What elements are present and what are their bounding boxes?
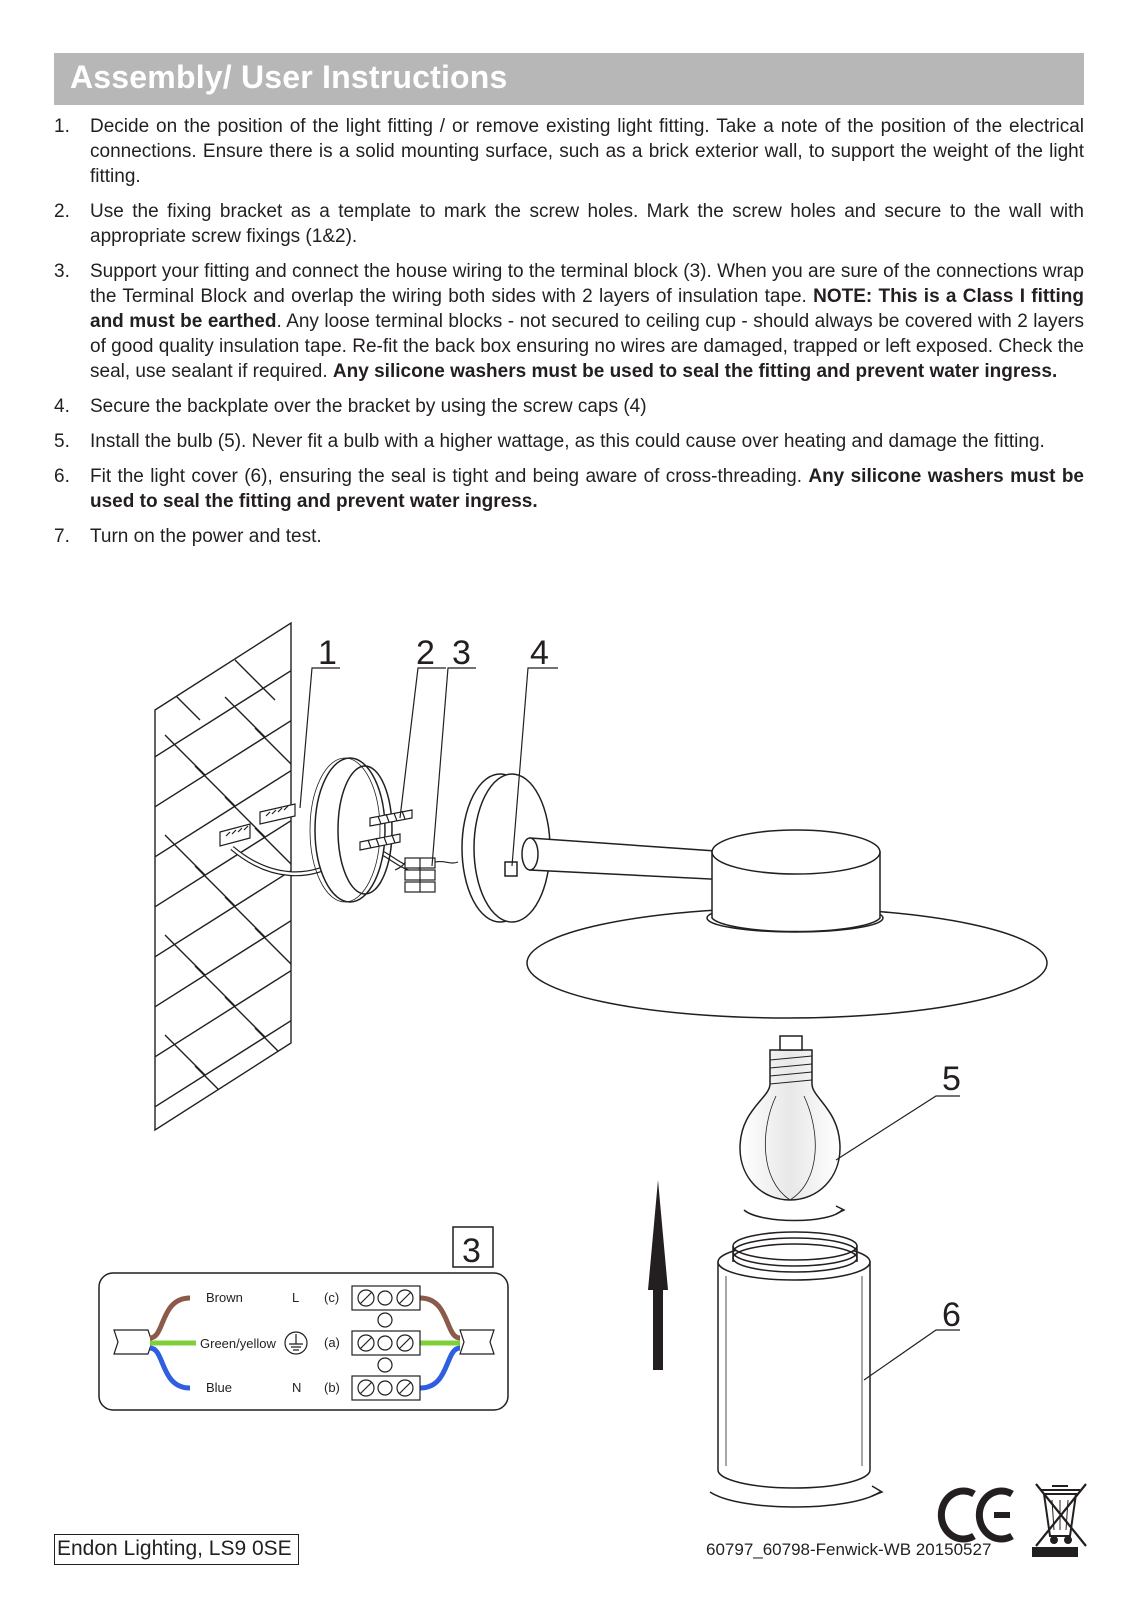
fixing-bracket — [310, 758, 392, 902]
document-code: 60797_60798-Fenwick-WB 20150527 — [706, 1540, 992, 1559]
list-item: 3. Support your fitting and connect the house wiring to the terminal block (3). When you are sure of the connections wrap the Terminal Block and overlap the wiring both sides with 2 layers of insulation tape. NOTE: This is a Class I fitting and must be earthed. Any loose terminal blocks - not secured to ceiling cup - should always be covered with 2 layers of good quality insulation tape. Re-fit the back box ensuring no wires are damaged, trapped or left exposed. Check the seal, use sealant if required. Any silicone washers must be used to seal the fitting and prevent water ingress. — [54, 261, 1084, 382]
seal-warning: Any silicone washers must be used to seal the fitting and prevent water ingress. — [332, 361, 1058, 382]
seal-warning: Any silicone washers must be used to seal the fitting and prevent water ingress. — [90, 466, 1085, 512]
light-bulb — [740, 1036, 844, 1221]
light-cover — [710, 1232, 882, 1507]
list-item: 6. Fit the light cover (6), ensuring the seal is tight and being aware of cross-threading. Any silicone washers must be used to seal the fitting and prevent water ingress. — [54, 466, 1085, 512]
lamp-arm — [522, 838, 730, 880]
callout-3: 3 — [452, 634, 471, 672]
earth-warning: NOTE: This is a Class I fitting and must be earthed — [90, 286, 1084, 332]
terminal-block — [352, 1286, 420, 1400]
wiring-detail-label: 3 — [462, 1232, 481, 1270]
wire-label-green-yellow: Green/yellow — [200, 1336, 276, 1351]
list-item: 2. Use the fixing bracket as a template to mark the screw holes. Mark the screw holes and secure to the wall with appropriate screw fixings (1&2). — [54, 201, 1084, 247]
terminal-a: (a) — [324, 1335, 340, 1350]
company-address: Endon Lighting, LS9 0SE — [54, 1534, 299, 1565]
callout-2: 2 — [416, 634, 435, 672]
footer-bar — [1032, 1547, 1078, 1557]
list-item: 7. Turn on the power and test. — [54, 526, 322, 547]
list-item: 4. Secure the backplate over the bracket by using the screw caps (4) — [54, 396, 647, 417]
list-item: 5. Install the bulb (5). Never fit a bulb with a higher wattage, as this could cause over heating and damage the fitting. — [54, 431, 1045, 452]
symbol-neutral: N — [292, 1380, 302, 1395]
wire-label-blue: Blue — [206, 1380, 233, 1395]
terminal-b: (b) — [324, 1380, 340, 1395]
symbol-live: L — [292, 1290, 300, 1305]
terminal-block-small — [395, 858, 458, 892]
weee-bin-icon — [1036, 1484, 1086, 1546]
brick-wall — [150, 615, 300, 1160]
terminal-c: (c) — [324, 1290, 340, 1305]
callout-1: 1 — [318, 634, 337, 672]
up-arrow — [648, 1180, 668, 1370]
list-item: 1. Decide on the position of the light fitting / or remove existing light fitting. Take a note of the position of the electrical connections. Ensure there is a solid mounting surface, such as a brick exterior wall, to support the weight of the light fitting. — [54, 116, 1084, 187]
page-title: Assembly/ User Instructions — [70, 59, 508, 95]
callout-4: 4 — [530, 634, 549, 672]
wire-label-brown: Brown — [206, 1290, 243, 1305]
ce-mark-icon — [941, 1491, 1012, 1539]
wiring-detail — [99, 1227, 508, 1410]
callout-5: 5 — [942, 1060, 961, 1098]
callout-6: 6 — [942, 1296, 961, 1334]
